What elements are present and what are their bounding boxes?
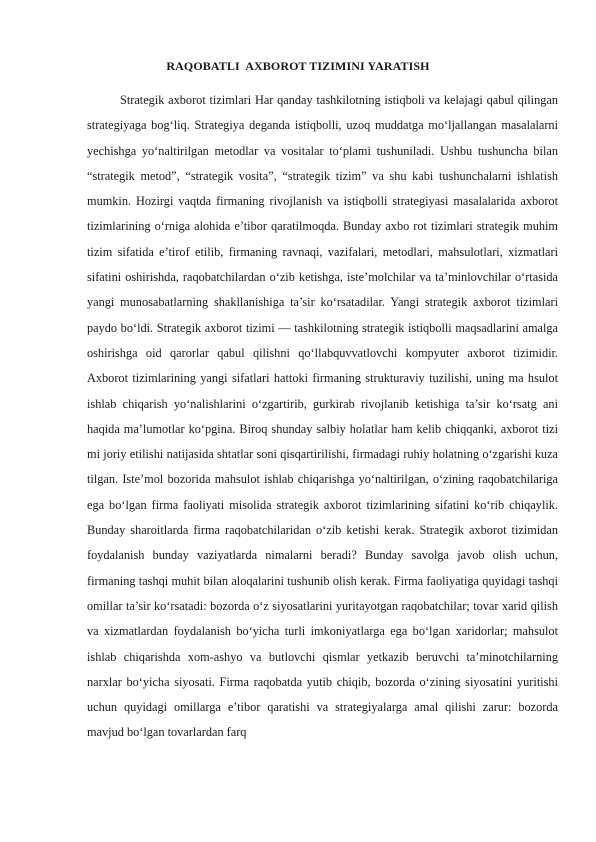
document-title: RAQOBATLI AXBOROT TIZIMINI YARATISH	[166, 59, 430, 73]
body-paragraph: Strategik axborot tizimlari Har qanday tashkilotning istiqboli va kelajagi qabul qilingan strategiyaga bog‘liq. Strategiya deganda istiqbolli, uzoq muddatga mo‘ljallangan masalalarni yechishga yo‘naltirilgan metodlar va vositalar to‘plami tushuniladi. Ushbu tushuncha bilan “strategik metod”, “strategik vosita”, “strategik tizim” va shu kabi tushunchalarni ishlatish mumkin. Hozirgi vaqtda firmaning rivojlanish va istiqbolli strategiyasi masalalarida axborot tizimlarining o‘rniga alohida e’tibor qaratilmoqda. Bunday axbo rot tizimlari strategik muhim tizim sifatida e’tirof etilib, firmaning ravnaqi, vazifalari, metodlari, mahsulotlari, xizmatlari sifatini oshirishda, raqobatchilardan o‘zib ketishga, iste’molchilar va ta’minlovchilar o‘rtasida yangi munosabatlarning shakllanishiga ta’sir ko‘rsatadilar. Yangi strategik axborot tizimlari paydo bo‘ldi. Strategik axborot tizimi — tashkilotning strategik istiqbolli maqsadlarini amalga oshirishga oid qarorlar qabul qilishni qo‘llabquvvatlovchi kompyuter axborot tizimidir. Axborot tizimlarining yangi sifatlari hattoki firmaning strukturaviy tuzilishi, uning ma hsulot ishlab chiqarish yo‘nalishlarini o‘zgartirib, gurkirab rivojlanib ketishiga ta’sir ko‘rsatg ani haqida ma’lumotlar ko‘pgina. Biroq shunday salbiy holatlar ham kelib chiqqanki, axborot tizi mi joriy etilishi natijasida shtatlar soni qisqartirilishi, firmadagi ruhiy holatning o‘zgarishi kuza tilgan. Iste’mol bozorida mahsulot ishlab chiqarishga yo‘naltirilgan, o‘zining raqobatchilariga ega bo‘lgan firma faoliyati misolida strategik axborot tizimlarining sifatini ko‘rib chiqaylik. Bunday sharoitlarda firma raqobatchilaridan o‘zib ketishi kerak. Strategik axborot tizimidan foydalanish bunday vaziyatlarda nimalarni beradi? Bunday savolga javob olish uchun, firmaning tashqi muhit bilan aloqalarini tushunib olish kerak. Firma faoliyatiga quyidagi tashqi omillar ta’sir ko‘rsatadi: bozorda o‘z siyosatlarini yuritayotgan raqobatchilar; tovar xarid qilish va xizmatlardan foydalanish bo‘yicha turli imkoniyatlarga ega bo‘lgan xaridorlar; mahsulot ishlab chiqarishda xom-ashyo va butlovchi qismlar yetkazib beruvchi ta’minotchilarning narxlar bo‘yicha siyosati. Firma raqobatda yutib chiqib, bozorda o‘zining siyosatini yuritishi uchun quyidagi omillarga e’tibor qaratishi va strategiyalarga amal qilishi zarur: bozorda mavjud bo‘lgan tovarlardan farq	[87, 93, 558, 740]
